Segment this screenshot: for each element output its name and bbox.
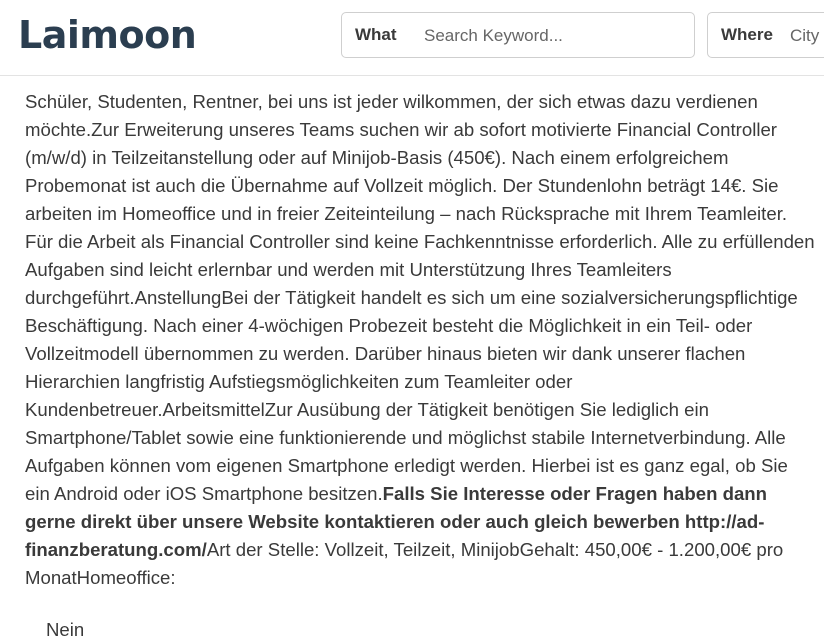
site-header (0, 0, 824, 76)
where-search-box[interactable] (707, 12, 824, 58)
where-label: Where (721, 25, 773, 44)
keyword-search-input[interactable] (424, 23, 684, 49)
description-plain-text: Schüler, Studenten, Rentner, bei uns ist jeder wilkommen, der sich etwas dazu verdienen möchte.Zur Erweiterung unseres Teams suchen wir ab sofort motivierte Financial Controller (m/w/d) in Teilzeitanstellung oder auf Minijob-Basis (450€). Nach einem erfolgreichem Probemonat ist auch die Übernahme auf Vollzeit möglich. Der Stundenlohn beträgt 14€. Sie arbeiten im Homeoffice und in freier Zeiteinteilung – nach Rücksprache mit Ihrem Teamleiter. Für die Arbeit als Financial Controller sind keine Fachkenntnisse erforderlich. Alle zu erfüllenden Aufgaben sind leicht erlernbar und werden mit Unterstützung Ihres Teamleiters durchgeführt.AnstellungBei der Tätigkeit handelt es sich um eine sozialversicherungspflichtige Beschäftigung. Nach einer 4-wöchigen Probezeit besteht die Möglichkeit in ein Teil- oder Vollzeitmodell übernommen zu werden. Darüber hinaus bieten wir dank unserer flachen Hierarchien langfristig Aufstiegsmöglichkeiten zum Teamleiter oder Kundenbetreuer.ArbeitsmittelZur Ausübung der Tätigkeit benötigen Sie lediglich ein Smartphone/Tablet sowie eine funktionierende und möglichst stabile Internetverbindung. Alle Aufgaben können vom eigenen Smartphone erledigt werden. Hierbei ist es ganz egal, ob Sie ein Android oder iOS Smartphone besitzen. (25, 91, 815, 504)
job-description-text (25, 88, 815, 592)
city-search-input[interactable] (790, 23, 824, 49)
laimoon-logo[interactable]: Laimoon (18, 13, 197, 57)
homeoffice-list (46, 616, 84, 644)
list-item: Nein (46, 619, 85, 640)
job-description (25, 88, 815, 592)
job-details-text: Art der Stelle: Vollzeit, Teilzeit, MinijobGehalt: 450,00€ - 1.200,00€ pro MonatHomeoffice: (25, 539, 784, 588)
contact-bold-text: Falls Sie Interesse oder Fragen haben dann gerne direkt über unsere Website kontaktieren oder auch gleich bewerben http://ad-finanzberatung.com/ (25, 483, 768, 560)
what-label: What (355, 25, 397, 44)
what-search-box[interactable] (341, 12, 695, 58)
